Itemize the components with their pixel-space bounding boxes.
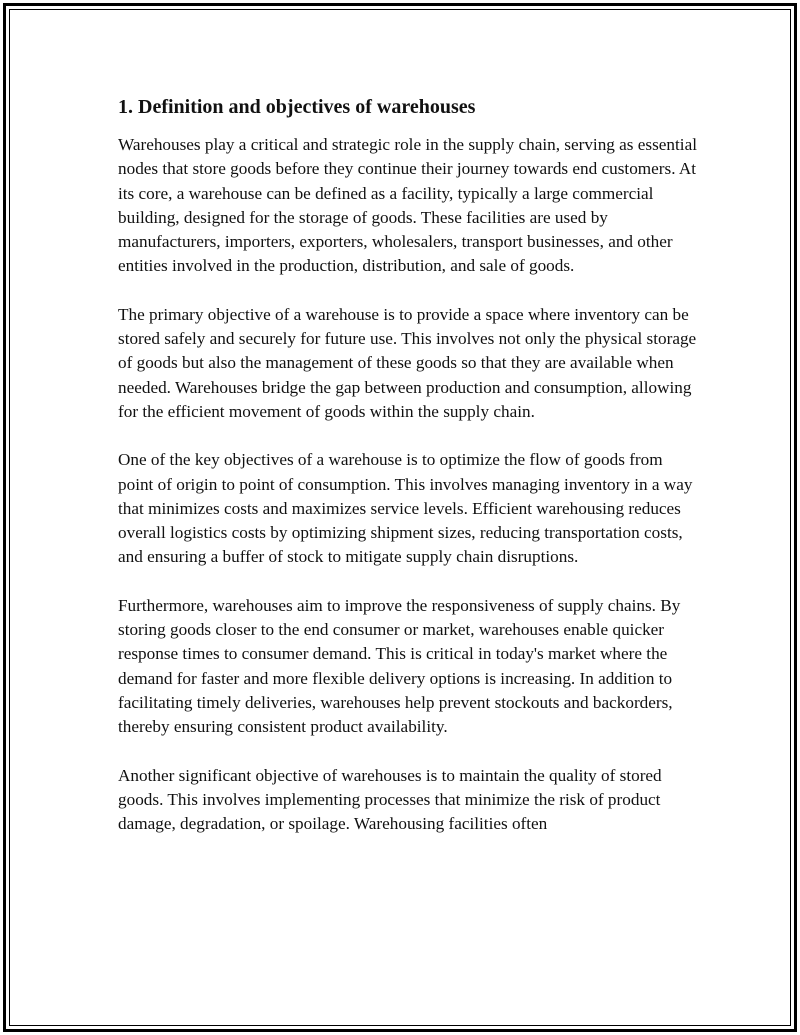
paragraph-primary-objective: The primary objective of a warehouse is to provide a space where inventory can be stored safely and securely for future use. This involves not only the physical storage of goods but also the management of these goods so that they are available when needed. Warehouses bridge the gap between production and consumption, allowing for the efficient movement of goods within the supply chain. xyxy=(118,304,697,421)
paragraph-definition: Warehouses play a critical and strategic role in the supply chain, serving as essential nodes that store goods before they continue their journey towards end customers. At its core, a warehouse can be defined as a facility, typically a large commercial building, designed for the storage of goods. These facilities are used by manufacturers, importers, exporters, wholesalers, transport businesses, and other entities involved in the production, distribution, and sale of goods. xyxy=(118,135,697,276)
paragraph-flow-optimization: One of the key objectives of a warehouse is to optimize the flow of goods from point of origin to point of consumption. This involves managing inventory in a way that minimizes costs and maximizes service levels. Efficient warehousing reduces overall logistics costs by optimizing shipment sizes, reducing transportation costs, and ensuring a buffer of stock to mitigate supply chain disruptions. xyxy=(118,450,693,567)
paragraph-responsiveness: Furthermore, warehouses aim to improve the responsiveness of supply chains. By storing goods closer to the end consumer or market, warehouses enable quicker response times to consumer demand. This is critical in today's market where the demand for faster and more flexible delivery options is increasing. In addition to facilitating timely deliveries, warehouses help prevent stockouts and backorders, thereby ensuring consistent product availability. xyxy=(118,595,681,737)
paragraph-quality: Another significant objective of warehouses is to maintain the quality of stored goods. This involves implementing processes that minimize the risk of product damage, degradation, or spoilage. Warehousing facilities often xyxy=(118,765,662,834)
section-heading: 1. Definition and objectives of warehouses xyxy=(118,96,476,118)
document-body xyxy=(118,93,698,860)
